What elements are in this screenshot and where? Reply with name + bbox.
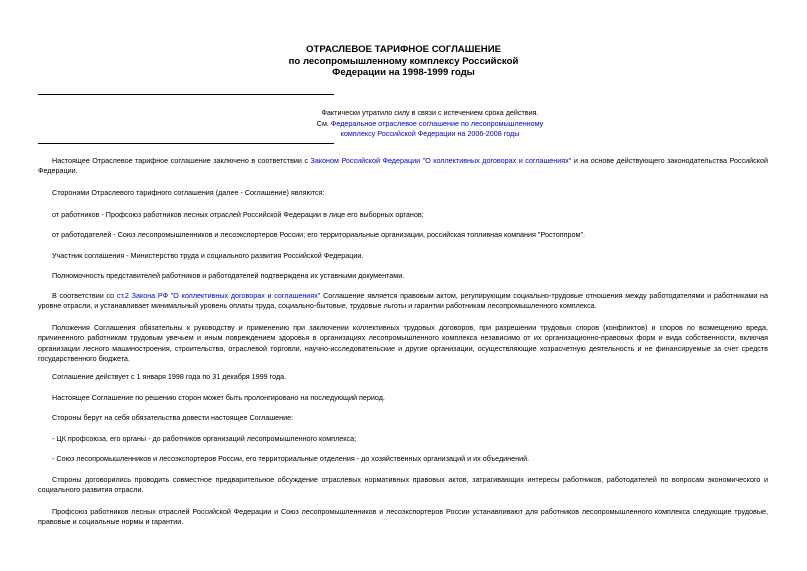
paragraph-12: - ЦК профсоюза, его органы - до работников организаций лесопромышленного комплекса; (52, 434, 357, 443)
paragraph-14: Стороны договорились проводить совместное предварительное обсуждение отраслевых нормативных правовых актов, затрагивающих интересы работников, работодателей по вопросам экономического и социального развития отрасли. (38, 475, 768, 495)
federal-agreement-link-2[interactable]: комплексу Российской Федерации на 2006-2008 годы (340, 129, 520, 138)
paragraph-1: Настоящее Отраслевое тарифное соглашение заключено в соответствии с Законом Российской Федерации "О коллективных договорах и соглашениях" и на основе действующего законодательства Российской Федерации. (38, 156, 768, 176)
paragraph-11: Стороны берут на себя обязательства довести настоящее Соглашение: (52, 413, 294, 422)
paragraph-8: Положения Соглашения обязательны к руководству и применению при заключении коллективных трудовых договоров, при разрешении трудовых споров (конфликтов) и споров по возмещению вреда, причиненного работникам трудовым увечьем и иным повреждением здоровья в организациях лесопромышленного комплекса независимо от их организационно-правовых форм и вида собственности, включая организации лесного машиностроения, строительства, отраслевой торговли, научно-исследовательские и другие организации, осуществляющие хозрасчетную деятельность и не финансируемые за счет средств государственного бюджета. (38, 323, 768, 364)
paragraph-5: Участник соглашения - Министерство труда и социального развития Российской Федерации. (52, 251, 364, 260)
title-line-2: по лесопромышленному комплексу Российской (288, 55, 519, 67)
law-article-2-link[interactable]: ст.2 Закона РФ "О коллективных договорах и соглашениях" (116, 291, 321, 300)
top-divider (38, 94, 334, 95)
paragraph-3: от работников - Профсоюз работников лесных отраслей Российской Федерации в лице его выборных органов; (52, 210, 424, 219)
paragraph-9: Соглашение действует с 1 января 1998 года по 31 декабря 1999 года. (52, 372, 287, 381)
paragraph-15: Профсоюз работников лесных отраслей Российской Федерации и Союз лесопромышленников и лесоэкспортеров России устанавливают для работников лесопромышленного комплекса следующие трудовые, правовые и социальные нормы и гарантии. (38, 507, 768, 527)
title-line-1: ОТРАСЛЕВОЕ ТАРИФНОЕ СОГЛАШЕНИЕ (306, 44, 501, 55)
paragraph-10: Настоящее Соглашение по решению сторон может быть пролонгировано на последующий период. (52, 393, 385, 402)
paragraph-4: от работодателей - Союз лесопромышленников и лесоэкспортеров России; его территориальные организации, российская топливная компания "Ростоппром". (52, 230, 586, 239)
collective-agreements-law-link[interactable]: Законом Российской Федерации "О коллективных договорах и соглашениях" (310, 156, 572, 165)
title-line-3: Федерации на 1998-1999 годы (332, 67, 475, 78)
federal-agreement-link-1[interactable]: Федеральное отраслевое соглашение по лесопромышленному (330, 118, 544, 128)
bottom-divider (38, 143, 334, 144)
paragraph-7: В соответствии со ст.2 Закона РФ "О коллективных договорах и соглашениях" Соглашение является правовым актом, регулирующим социально-трудовые отношения между работодателями и работниками на уровне отрасли, и устанавливает минимальный уровень оплаты труда, социально-бытовые, трудовые льготы и гарантии работникам лесопромышленного комплекса. (38, 291, 769, 311)
paragraph-6: Полномочность представителей работников и работодателей подтверждена их уставными документами. (52, 271, 405, 280)
paragraph-2: Сторонами Отраслевого тарифного соглашения (далее - Соглашение) являются: (52, 188, 325, 197)
status-note-reference (250, 119, 610, 130)
status-note (250, 108, 610, 140)
document-title (0, 44, 807, 79)
paragraph-13: - Союз лесопромышленников и лесоэкспортеров России, его территориальные отделения - до хозяйственных организаций и их объединений. (52, 454, 530, 463)
reference-prefix: См. (316, 118, 331, 128)
status-note-line: Фактически утратило силу в связи с истечением срока действия. (321, 108, 539, 117)
